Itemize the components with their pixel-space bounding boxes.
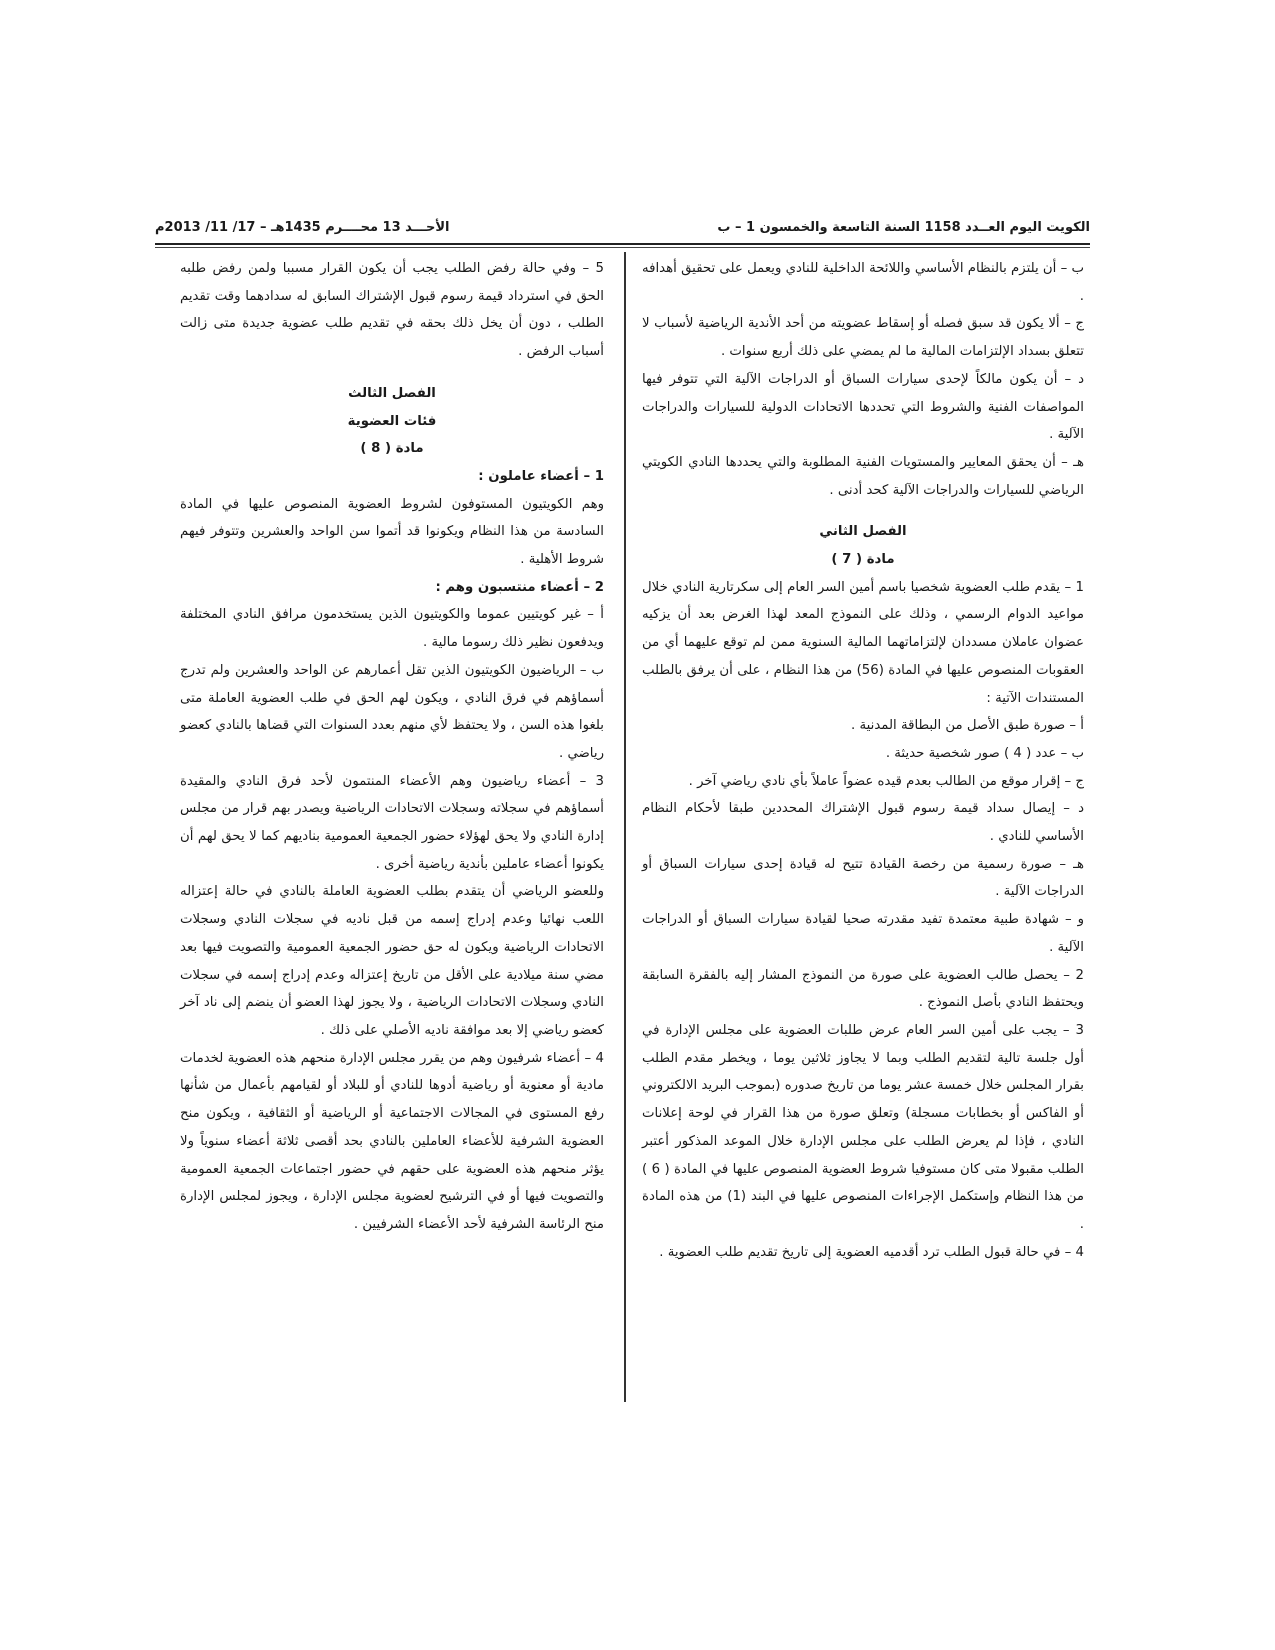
document-w: و – شهادة طبية معتمدة تفيد مقدرته صحيا لقيادة سيارات السباق أو الدراجات الآلية . xyxy=(642,912,1084,955)
article-7-para-4: 4 – في حالة قبول الطلب ترد أقدميه العضوية إلى تاريخ تقديم طلب العضوية . xyxy=(659,1244,1084,1260)
category-1-text: وهم الكويتيون المستوفون لشروط العضوية المنصوص عليها في المادة السادسة من هذا النظام ويكونوا قد أتموا سن الواحد والعشرين وتتوفر فيهم شروط الأهلية . xyxy=(180,496,604,568)
article-7-para-1: 1 – يقدم طلب العضوية شخصيا باسم أمين السر العام إلى سكرتارية النادي خلال مواعيد الدوام الرسمي ، وذلك على النموذج المعد لهذا الغرض بعد أن يزكيه عضوان عاملان مسددان لإلتزاماتهما المالية السنوية ممن لم توقع عليهما أي من العقوبات المنصوص عليها في المادة (56) من هذا النظام ، على أن يرفق بالطلب المستندات الآتية : xyxy=(642,579,1084,706)
clause-h: هـ – أن يحقق المعايير والمستويات الفنية المطلوبة والتي يحددها النادي الكويتي الرياضي للسيارات والدراجات الآلية كحد أدنى . xyxy=(642,454,1084,498)
page-header xyxy=(155,214,1090,240)
article-7-para-2: 2 – يحصل طالب العضوية على صورة من النموذج المشار إليه بالفقرة السابقة ويحتفظ النادي بأصل النموذج . xyxy=(642,967,1084,1011)
document-a: أ – صورة طبق الأصل من البطاقة المدنية . xyxy=(851,718,1084,734)
category-2-b: ب – الرياضيون الكويتيون الذين تقل أعمارهم عن الواحد والعشرين ولم تدرج أسماؤهم في فرق النادي ، ويكون لهم الحق في طلب العضوية العاملة متى بلغوا هذه السن ، ولا يحتفظ لأي منهم بعدد السنوات التي قضاها بالنادي كعضو رياضي . xyxy=(180,662,604,761)
header-rule xyxy=(155,243,1090,248)
document-b: ب – عدد ( 4 ) صور شخصية حديثة . xyxy=(885,745,1084,761)
clause-c: ج – ألا يكون قد سبق فصله أو إسقاط عضويته من أحد الأندية الرياضية لأسباب لا تتعلق بسداد الإلتزامات المالية ما لم يمضي على ذلك أربع سنوات . xyxy=(642,316,1084,360)
clause-d: د – أن يكون مالكاً لإحدى سيارات السباق أو الدراجات الآلية التي تتوفر فيها المواصفات الفنية والشروط التي تحددها الاتحادات الدولية للسيارات والدراجات الآلية . xyxy=(642,371,1084,443)
category-2-a: أ – غير كويتيين عموما والكويتيون الذين يستخدمون مرافق النادي المختلفة ويدفعون نظير ذلك رسوما مالية . xyxy=(180,607,604,651)
category-3-note: وللعضو الرياضي أن يتقدم بطلب العضوية العاملة بالنادي في حالة إعتزاله اللعب نهائيا وعدم إدراج إسمه من قبل ناديه في سجلات النادي وسجلات الاتحادات الرياضية ويكون له حق حضور الجمعية العمومية والتصويت فيها بعد مضي سنة ميلادية على الأقل من تاريخ إعتزاله وعدم إدراج إسمه في سجلات النادي وسجلات الاتحادات الرياضية ، ولا يجوز لهذا العضو أن ينضم إلى ناد آخر كعضو رياضي إلا بعد موافقة ناديه الأصلي على ذلك . xyxy=(180,884,604,1038)
article-8-title: مادة ( 8 ) xyxy=(360,441,424,457)
document-c: ج – إقرار موقع من الطالب بعدم قيده عضواً عاملاً بأي نادي رياضي آخر . xyxy=(688,773,1084,789)
category-3: 3 – أعضاء رياضيون وهم الأعضاء المنتمون لأحد فرق النادي والمقيدة أسماؤهم في سجلاته وسجلات الاتحادات الرياضية ويصدر بهم قرار من مجلس إدارة النادي ولا يحق لهؤلاء حضور الجمعية العمومية بناديهم كما لا يحق لهم أن يكونوا أعضاء عاملين بأندية رياضية أخرى . xyxy=(180,773,604,872)
document-h: هـ – صورة رسمية من رخصة القيادة تتيح له قيادة إحدى سيارات السباق أو الدراجات الآلية . xyxy=(642,856,1084,900)
chapter-two-title: الفصل الثاني xyxy=(819,524,907,540)
article-7-para-3: 3 – يجب على أمين السر العام عرض طلبات العضوية على مجلس الإدارة في أول جلسة تالية لتقديم الطلب وبما لا يجاوز ثلاثين يوما ، ويخطر مقدم الطلب بقرار المجلس خلال خمسة عشر يوما من تاريخ صدوره (بموجب البريد الالكتروني أو الفاكس أو بخطابات مسجلة) وتعلق صورة من هذا القرار في لوحة إعلانات النادي ، فإذا لم يعرض الطلب على مجلس الإدارة خلال الموعد المذكور أعتبر الطلب مقبولا متى كان مستوفيا شروط العضوية المنصوص عليها في المادة ( 6 ) من هذا النظام وإستكمل الإجراءات المنصوص عليها في البند (1) من هذه المادة . xyxy=(642,1022,1084,1232)
header-publication-info: الكويت اليوم العــدد 1158 السنة التاسعة والخمسون 1 – ب xyxy=(717,220,1090,235)
left-column xyxy=(180,255,604,1239)
chapter-three-title: الفصل الثالث xyxy=(348,385,436,401)
column-divider xyxy=(624,252,626,1402)
article-7-title: مادة ( 7 ) xyxy=(831,552,895,568)
document-d: د – إيصال سداد قيمة رسوم قبول الإشتراك المحددين طبقا لأحكام النظام الأساسي للنادي . xyxy=(642,801,1084,845)
clause-b: ب – أن يلتزم بالنظام الأساسي واللائحة الداخلية للنادي ويعمل على تحقيق أهدافه . xyxy=(642,261,1084,304)
category-2-title: 2 – أعضاء منتسبون وهم : xyxy=(435,579,604,595)
article-7-para-5: 5 – وفي حالة رفض الطلب يجب أن يكون القرار مسببا ولمن رفض طلبه الحق في استرداد قيمة رسوم قبول الإشتراك السابق له سدادهما وقت تقديم الطلب ، دون أن يخل ذلك بحقه في تقديم طلب عضوية جديدة متى زالت أسباب الرفض . xyxy=(180,261,604,360)
right-column xyxy=(642,255,1084,1266)
section-title: فئات العضوية xyxy=(347,413,437,429)
category-1-title: 1 – أعضاء عاملون : xyxy=(478,468,604,484)
header-date: الأحـــد 13 محــــرم 1435هـ – 17/ 11/ 2013م xyxy=(155,220,450,235)
category-4: 4 – أعضاء شرفيون وهم من يقرر مجلس الإدارة منحهم هذه العضوية لخدمات مادية أو معنوية أو رياضية أدوها للنادي أو للبلاد أو لقيامهم بأعمال من شأنها رفع المستوى في المجالات الاجتماعية أو الرياضية أو الثقافية ، ويكون منح العضوية الشرفية للأعضاء العاملين بالنادي بحد أقصى ثلاثة أعضاء سنوياً ولا يؤثر منحهم هذه العضوية على حقهم في حضور اجتماعات الجمعية العمومية والتصويت فيها أو في الترشيح لعضوية مجلس الإدارة ، ويجوز لمجلس الإدارة منح الرئاسة الشرفية لأحد الأعضاء الشرفيين . xyxy=(180,1050,604,1232)
